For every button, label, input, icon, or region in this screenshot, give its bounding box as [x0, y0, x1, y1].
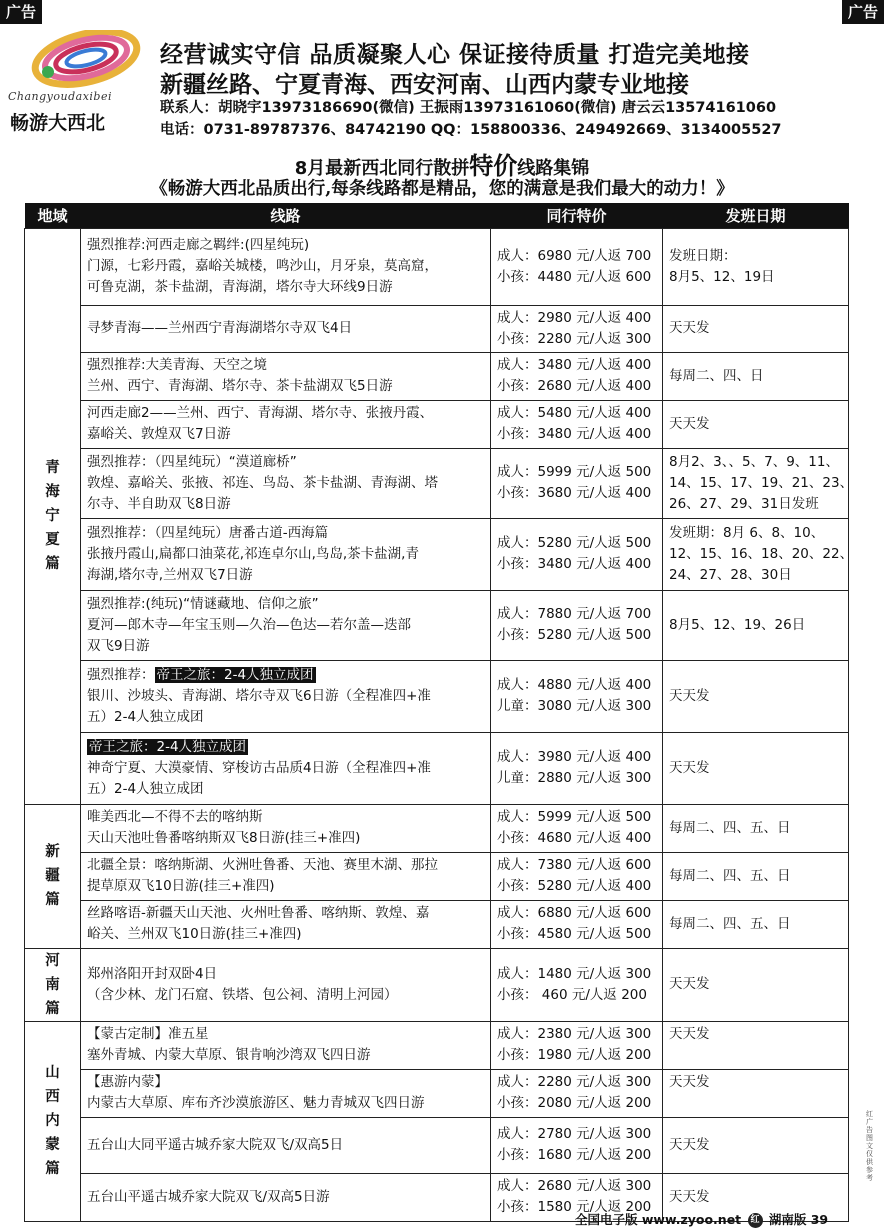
route-highlight: 帝王之旅：2-4人独立成团 [156, 666, 314, 683]
route-highlight: 帝王之旅：2-4人独立成团 [89, 738, 247, 755]
price-line: 成人：5280 元/人返 500 [497, 535, 652, 551]
price-line: 成人：2680 元/人返 300 [497, 1178, 652, 1194]
price-line: 小孩：3480 元/人返 400 [497, 426, 652, 442]
price-line: 小孩：3680 元/人返 400 [497, 485, 652, 501]
price-cell [491, 400, 663, 448]
price-line: 小孩：2280 元/人返 300 [497, 330, 652, 347]
table-row [25, 804, 849, 852]
route-line: 郑州洛阳开封双卧4日 [87, 965, 218, 982]
route-cell [81, 732, 491, 804]
price-line: 小孩：1680 元/人返 200 [497, 1147, 652, 1163]
date-cell [663, 1117, 849, 1173]
route-line: 银川、沙坡头、青海湖、塔尔寺双飞6日游（全程准四+准 [87, 687, 431, 704]
price-line: 儿童：2880 元/人返 300 [497, 770, 652, 786]
date-line: 每周二、四、五、日 [669, 915, 791, 932]
date-line: 26、27、29、31日发班 [669, 495, 819, 512]
table-row [25, 900, 849, 948]
price-line: 小孩：1980 元/人返 200 [497, 1047, 652, 1063]
route-line: 门源，七彩丹霞，嘉峪关城楼，鸣沙山，月牙泉，莫高窟， [87, 258, 438, 274]
date-line: 天天发 [669, 1136, 710, 1153]
price-line: 小孩：4680 元/人返 400 [497, 830, 652, 846]
route-cell [81, 1021, 491, 1069]
table-row [25, 1069, 849, 1117]
route-line: 嘉峪关、敦煌双飞7日游 [87, 426, 231, 442]
date-line: 每周二、四、五、日 [669, 867, 791, 884]
route-cell [81, 352, 491, 400]
date-line: 8月5、12、19、26日 [669, 616, 806, 633]
route-line: 强烈推荐:河西走廊之羁绊:(四星纯玩) [87, 237, 310, 253]
price-cell [491, 228, 663, 305]
route-line: 张掖丹霞山,扁都口油菜花,祁连卓尔山,鸟岛,茶卡盐湖,青 [87, 545, 419, 562]
price-line: 成人：3480 元/人返 400 [497, 357, 652, 373]
price-line: 小孩：2080 元/人返 200 [497, 1095, 652, 1111]
date-line: 天天发 [669, 687, 710, 704]
date-cell [663, 948, 849, 1021]
route-prefix: 强烈推荐： [87, 666, 155, 683]
ad-tag-left: 广告 [0, 0, 42, 24]
price-line: 儿童：3080 元/人返 300 [497, 698, 652, 714]
route-line: 强烈推荐：（四星纯玩）唐番古道-西海篇 [87, 524, 329, 541]
table-row [25, 228, 849, 305]
region-cell: 新 疆 篇 [25, 804, 81, 948]
slogan-line-1: 经营诚实守信 品质凝聚人心 保证接待质量 打造完美地接 [160, 41, 750, 68]
date-cell [663, 852, 849, 900]
price-line: 小孩：1580 元/人返 200 [497, 1199, 652, 1215]
table-row [25, 1021, 849, 1069]
date-line: 24、27、28、30日 [669, 566, 792, 583]
route-line: 内蒙古大草原、库布齐沙漠旅游区、魅力青城双飞四日游 [87, 1094, 425, 1111]
date-line: 天天发 [669, 976, 710, 992]
price-cell [491, 804, 663, 852]
table-row [25, 305, 849, 352]
date-cell [663, 352, 849, 400]
route-line: 强烈推荐：（四星纯玩）“漠道廊桥” [87, 453, 297, 470]
route-cell [81, 852, 491, 900]
route-cell [81, 1069, 491, 1117]
route-line: （含少林、龙门石窟、铁塔、包公祠、清明上河园） [87, 986, 398, 1003]
route-line: 强烈推荐:(纯玩)“情谜藏地、信仰之旅” [87, 595, 319, 612]
price-line: 成人：2780 元/人返 300 [497, 1126, 652, 1142]
route-line: 敦煌、嘉峪关、张掖、祁连、鸟岛、茶卡盐湖、青海湖、塔 [87, 474, 438, 491]
route-cell [81, 448, 491, 518]
page-subtitle: 《畅游大西北品质出行,每条线路都是精品，您的满意是我们最大的动力！》 [150, 179, 734, 199]
route-cell [81, 518, 491, 590]
route-line: 双飞9日游 [87, 637, 150, 654]
table-row [25, 400, 849, 448]
price-line: 成人：2380 元/人返 300 [497, 1026, 652, 1042]
price-line: 成人：6980 元/人返 700 [497, 247, 652, 264]
header-price: 同行特价 [491, 203, 663, 228]
region-cell: 青 海 宁 夏 篇 [25, 228, 81, 804]
route-line: 海湖,塔尔寺,兰州双飞7日游 [87, 566, 253, 583]
route-line: 寻梦青海——兰州西宁青海湖塔尔寺双飞4日 [87, 320, 353, 336]
page-footer [575, 1210, 828, 1228]
route-table [24, 203, 854, 1222]
price-cell [491, 448, 663, 518]
price-line: 小孩：2680 元/人返 400 [497, 378, 652, 394]
price-line: 成人：7380 元/人返 600 [497, 857, 652, 873]
table-header [25, 203, 849, 228]
price-line: 成人：1480 元/人返 300 [497, 965, 652, 982]
contact-people: 联系人：胡晓宇13973186690(微信) 王振雨13973161060(微信) 唐云云13574161060 [160, 100, 777, 116]
table-row [25, 448, 849, 518]
date-line: 天天发 [669, 1025, 710, 1042]
table-row [25, 732, 849, 804]
price-line: 小孩：3480 元/人返 400 [497, 556, 652, 572]
date-cell [663, 518, 854, 590]
table-row [25, 852, 849, 900]
price-line: 成人：3980 元/人返 400 [497, 749, 652, 765]
price-line: 小孩：5280 元/人返 400 [497, 878, 652, 894]
date-line: 发班期：8月 6、8、10、 [669, 524, 825, 541]
price-line: 成人：2980 元/人返 400 [497, 309, 652, 326]
date-cell [663, 900, 849, 948]
route-line: 丝路喀语-新疆天山天池、火州吐鲁番、喀纳斯、敦煌、嘉 [87, 905, 430, 921]
table-row [25, 1117, 849, 1173]
logo-brand-name: 畅游大西北 [10, 112, 106, 134]
title-prefix: 8月最新西北同行散拼 [294, 158, 470, 179]
route-line: 河西走廊2——兰州、西宁、青海湖、塔尔寺、张掖丹霞、 [87, 405, 434, 421]
date-cell [663, 732, 849, 804]
route-line: 兰州、西宁、青海湖、塔尔寺、茶卡盐湖双飞5日游 [87, 378, 393, 394]
route-table-body [25, 228, 854, 1221]
route-line: 天山天池吐鲁番喀纳斯双飞8日游(挂三+准四) [87, 830, 361, 846]
price-cell [491, 352, 663, 400]
price-line: 小孩：4480 元/人返 600 [497, 268, 652, 285]
logo-romanized: Changyoudaxibei [8, 90, 112, 103]
route-cell [81, 900, 491, 948]
table-row [25, 590, 849, 660]
title-suffix: 线路集锦 [517, 158, 590, 179]
route-line: 五台山大同平遥古城乔家大院双飞/双高5日 [87, 1136, 344, 1153]
table-row [25, 518, 849, 590]
price-cell [491, 660, 663, 732]
route-line: 尔寺、半自助双飞8日游 [87, 495, 231, 512]
date-cell [663, 804, 849, 852]
price-cell [491, 948, 663, 1021]
header-dates: 发班日期 [663, 203, 849, 228]
price-line: 小孩：4580 元/人返 500 [497, 926, 652, 942]
route-cell [81, 228, 491, 305]
date-cell [663, 400, 849, 448]
table-row [25, 660, 849, 732]
route-line: 【蒙古定制】准五星 [87, 1025, 209, 1042]
date-line: 天天发 [669, 415, 710, 432]
date-cell [663, 1069, 849, 1117]
price-cell [491, 732, 663, 804]
route-line: 唯美西北—不得不去的喀纳斯 [87, 809, 263, 825]
price-cell [491, 1117, 663, 1173]
route-line: 神奇宁夏、大漠豪情、穿梭访古品质4日游（全程准四+准 [87, 759, 431, 776]
side-note: 红广告图文仅供参考 [866, 1110, 873, 1182]
route-line: 可鲁克湖，茶卡盐湖，青海湖，塔尔寺大环线9日游 [87, 279, 393, 295]
date-line: 天天发 [669, 1188, 710, 1205]
route-line: 峪关、兰州双飞10日游(挂三+准四) [87, 926, 302, 942]
header-region: 地域 [25, 203, 81, 228]
route-line: 强烈推荐:大美青海、天空之境 [87, 357, 268, 373]
price-line: 成人：4880 元/人返 400 [497, 677, 652, 693]
route-cell [81, 1117, 491, 1173]
route-cell [81, 660, 491, 732]
price-line: 成人：5999 元/人返 500 [497, 464, 652, 480]
route-line: 五）2-4人独立成团 [87, 708, 204, 725]
date-line: 8月5、12、19日 [669, 268, 775, 285]
date-line: 发班日期： [669, 247, 737, 264]
route-line: 塞外青城、内蒙大草原、银肯响沙湾双飞四日游 [87, 1046, 371, 1063]
route-cell [81, 305, 491, 352]
date-cell [663, 228, 849, 305]
route-line: 提草原双飞10日游(挂三+准四) [87, 878, 275, 894]
route-line: 【惠游内蒙】 [87, 1073, 168, 1090]
company-logo [8, 30, 148, 135]
route-cell [81, 1173, 491, 1221]
price-cell [491, 900, 663, 948]
price-cell [491, 1021, 663, 1069]
price-cell [491, 518, 663, 590]
table-row [25, 352, 849, 400]
date-cell [663, 660, 849, 732]
date-cell [663, 1021, 849, 1069]
contact-phones: 电话：0731-89787376、84742190 QQ：158800336、249492669、3134005527 [160, 122, 782, 138]
footer-edition: 湖南版 39 [768, 1212, 829, 1227]
date-line: 12、15、16、18、20、22、 [669, 545, 854, 562]
date-line: 天天发 [669, 759, 710, 776]
date-line: 天天发 [669, 1073, 710, 1090]
header-route: 线路 [81, 203, 491, 228]
date-line: 每周二、四、五、日 [669, 819, 791, 836]
price-cell [491, 590, 663, 660]
route-line: 五台山平遥古城乔家大院双飞/双高5日游 [87, 1188, 330, 1205]
date-line: 每周二、四、日 [669, 367, 764, 384]
price-line: 成人：5999 元/人返 500 [497, 809, 652, 825]
route-cell [81, 948, 491, 1021]
date-cell [663, 590, 849, 660]
price-cell [491, 305, 663, 352]
route-highlight-line [87, 737, 484, 758]
date-cell [663, 305, 849, 352]
footer-site: 全国电子版 www.zyoo.net [575, 1212, 742, 1227]
ad-tag-right: 广告 [842, 0, 884, 24]
price-cell [491, 1069, 663, 1117]
price-line: 成人：6880 元/人返 600 [497, 905, 652, 921]
price-line: 成人：2280 元/人返 300 [497, 1074, 652, 1090]
region-cell: 河 南 篇 [25, 948, 81, 1021]
price-cell [491, 852, 663, 900]
route-line: 北疆全景：喀纳斯湖、火洲吐鲁番、天池、赛里木湖、那拉 [87, 857, 438, 873]
title-emphasis: 特价 [469, 152, 518, 180]
date-line: 14、15、17、19、21、23、 [669, 474, 854, 491]
price-line: 成人：5480 元/人返 400 [497, 405, 652, 421]
date-line: 天天发 [669, 320, 710, 336]
route-highlight-line [87, 665, 484, 686]
footer-logo-icon: 红 [748, 1213, 763, 1228]
region-cell: 山 西 内 蒙 篇 [25, 1021, 81, 1221]
logo-swirl-icon [8, 30, 148, 92]
route-line: 五）2-4人独立成团 [87, 780, 204, 797]
date-cell [663, 448, 854, 518]
route-cell [81, 400, 491, 448]
slogan-line-2: 新疆丝路、宁夏青海、西安河南、山西内蒙专业地接 [160, 71, 689, 98]
table-row [25, 948, 849, 1021]
route-cell [81, 590, 491, 660]
price-line: 小孩：5280 元/人返 500 [497, 627, 652, 643]
date-line: 8月2、3、、5、7、9、11、 [669, 453, 839, 470]
route-line: 夏河—郎木寺—年宝玉则—久治—色达—若尔盖—迭部 [87, 616, 411, 633]
route-cell [81, 804, 491, 852]
price-line: 成人：7880 元/人返 700 [497, 606, 652, 622]
price-line: 小孩： 460 元/人返 200 [497, 986, 647, 1003]
